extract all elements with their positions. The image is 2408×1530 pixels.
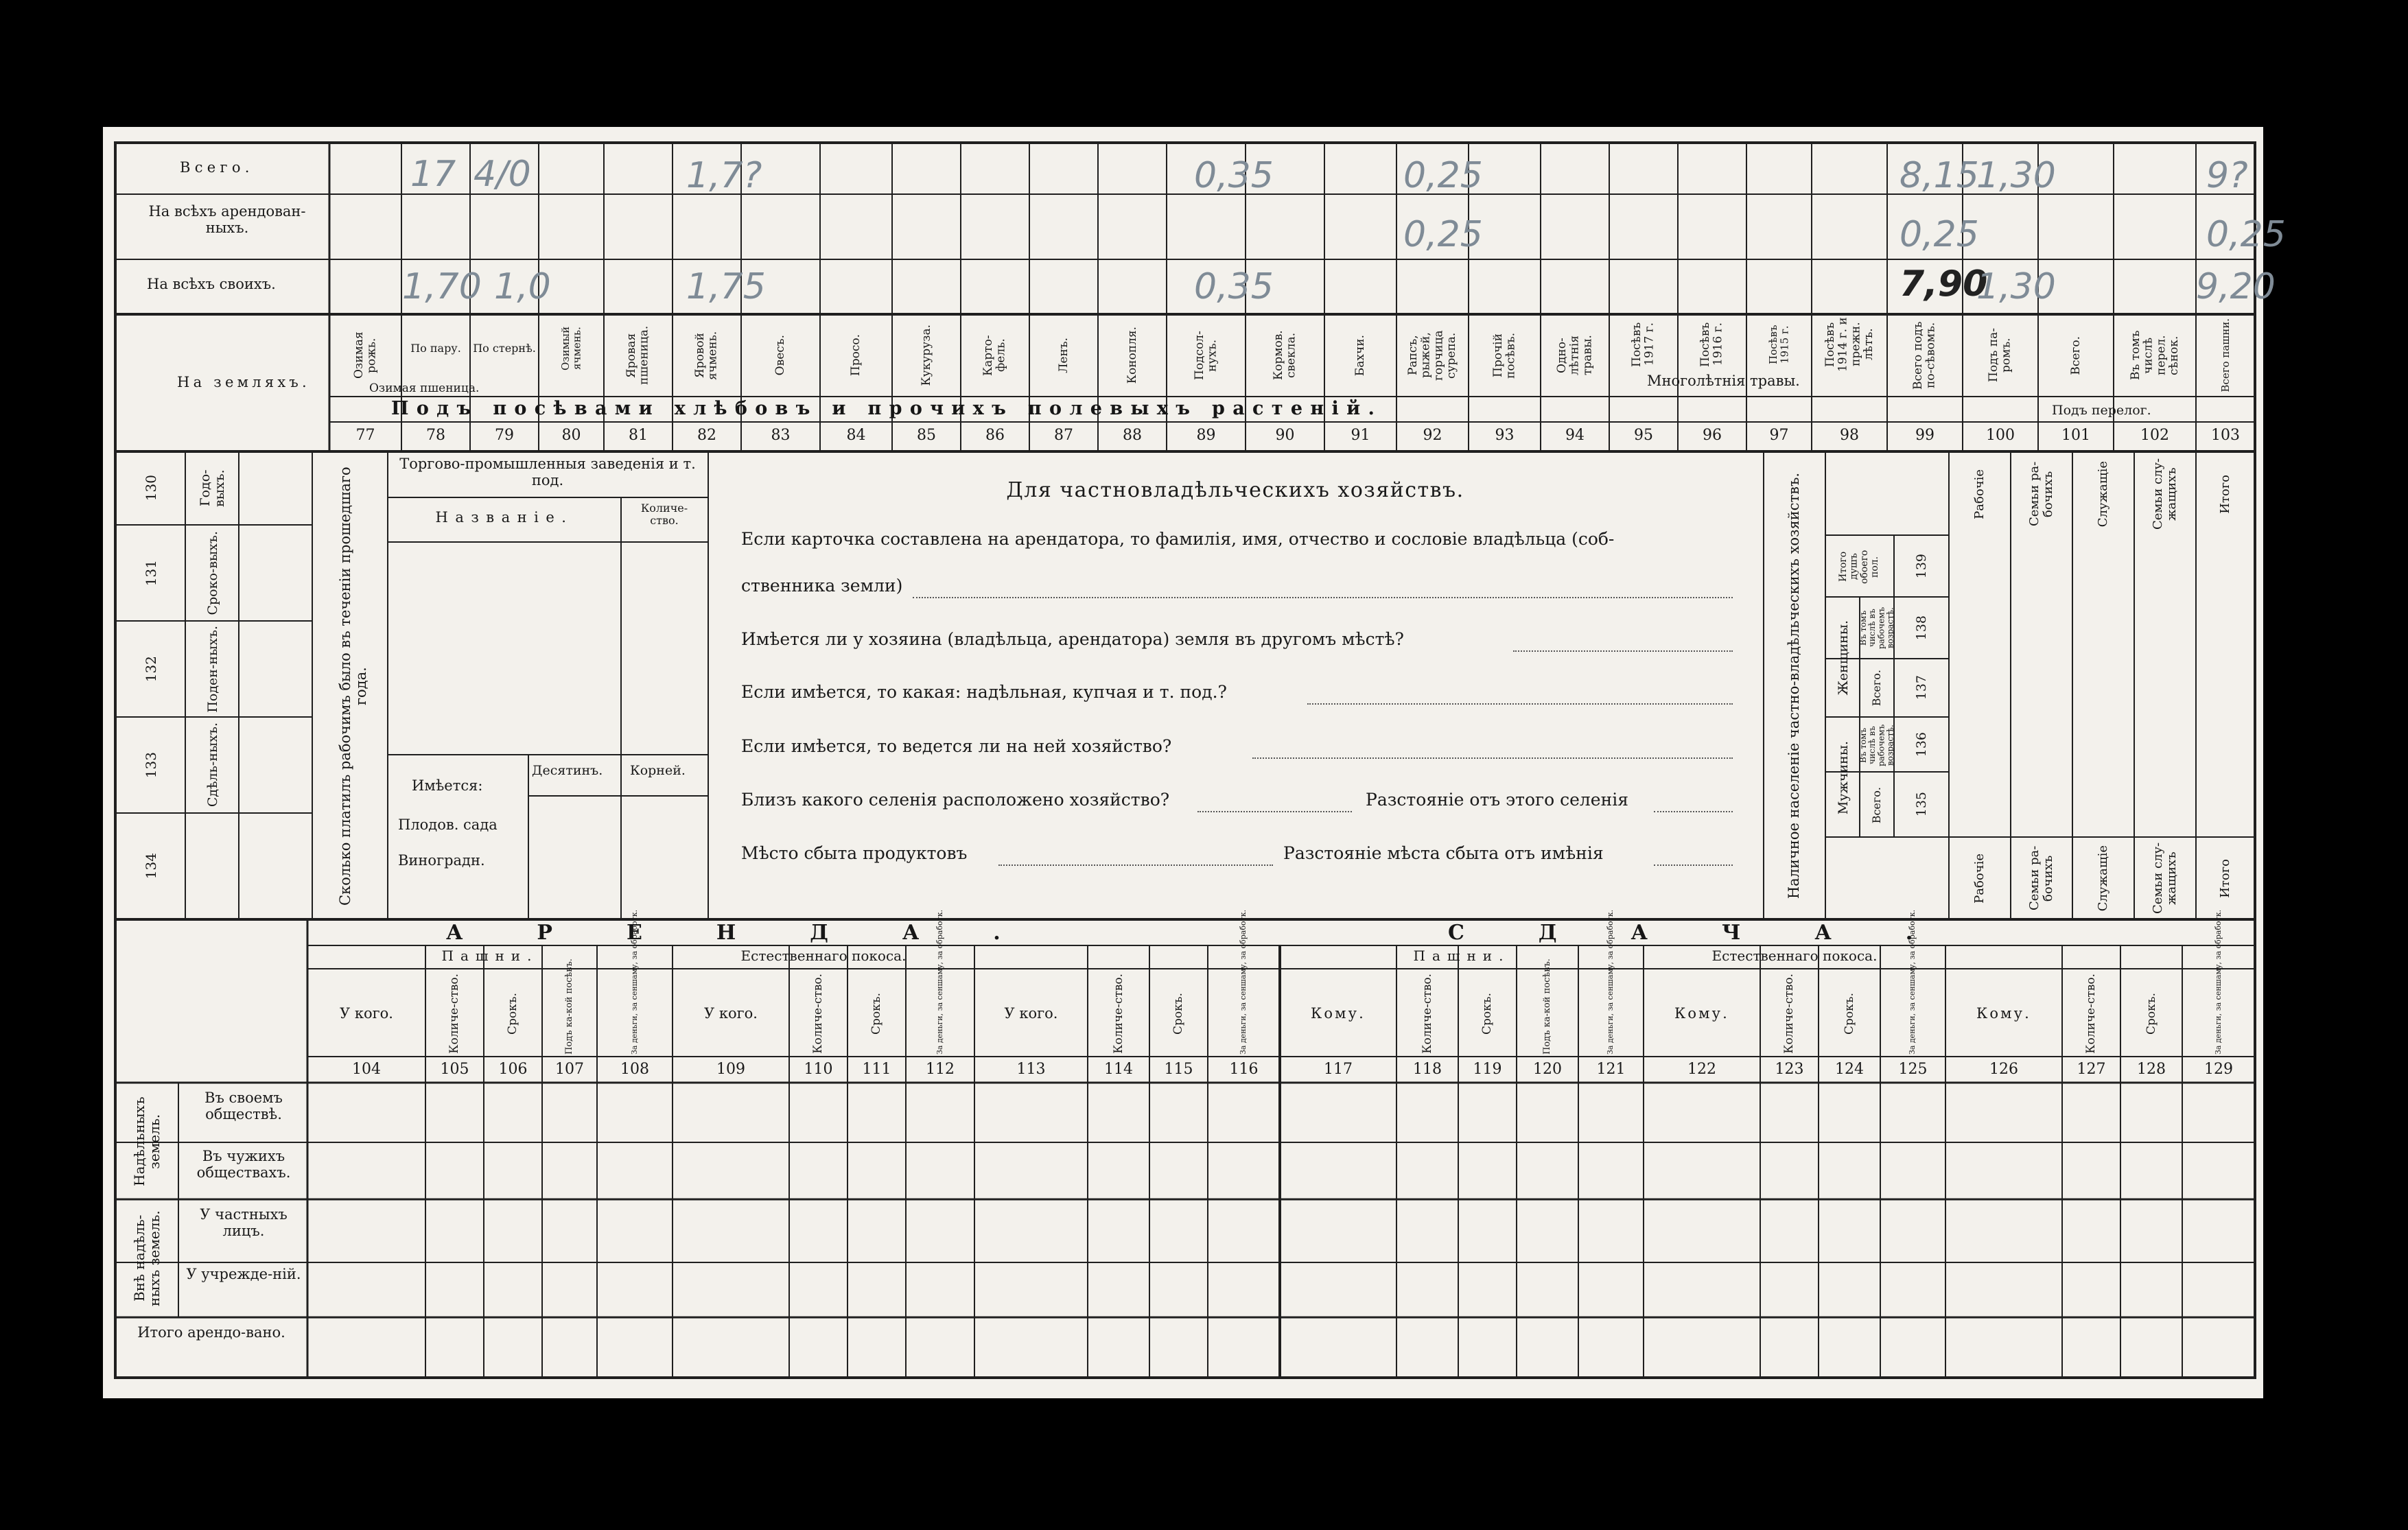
vsego-m-label: Всего. (1870, 787, 1884, 824)
col-header-cell-101 (2039, 317, 2112, 394)
col-num-97: 97 (1769, 427, 1789, 444)
hw-arend-3: 0,25 (2206, 214, 2286, 255)
col-header-82: Яровой ячмень. (693, 331, 720, 380)
question-5b: Разстояніе отъ этого селенія (1366, 790, 1629, 810)
rabochie-num-131: 131 (143, 559, 159, 587)
right-col-top-label-2: Служащіе (2096, 460, 2111, 528)
rabochie-num-cell-131 (120, 528, 182, 618)
bottom-head-117: Кому. (1310, 1004, 1366, 1022)
bottom-head-112: За деньги, за сеншаму, за обработк. (935, 909, 944, 1055)
pop-num-cell-139 (1895, 535, 1948, 597)
bottom-num-125: 125 (1898, 1061, 1928, 1078)
col-header-84: Просо. (849, 334, 863, 377)
nalichnoe-cell (1767, 460, 1822, 913)
col-header-97: Посѣвъ 1915 г. (1767, 325, 1791, 364)
skolko-label: Сколько платилъ рабочимъ было въ теченіи прошедшаго года. (336, 467, 369, 906)
nalichnoe-label: Наличное населеніе частно-владѣльческихъ хозяйствъ. (1786, 473, 1803, 899)
torgovo-title: Торгово-промышленныя заведенія и т. под. (399, 456, 696, 489)
col-header-83: Овесъ. (773, 335, 788, 376)
right-col-top-3 (2134, 456, 2196, 532)
rabochie-num-cell-133 (120, 720, 182, 810)
bottom-num-107: 107 (555, 1061, 584, 1078)
col-header-79: По стернѣ. (473, 341, 536, 355)
row-label-arendovannykh: На всѣхъ арендован-ныхъ. (148, 203, 306, 237)
bottom-head-119: Срокъ. (1480, 992, 1495, 1035)
bottom-head-cell-123 (1760, 972, 1819, 1055)
bottom-head-104: У кого. (340, 1004, 393, 1022)
bottom-num-109: 109 (716, 1061, 745, 1078)
right-col-bottom-label-1: Семьи ра-бочихъ (2027, 845, 2055, 911)
question-1a: Если карточка составлена на арендатора, то фамилія, имя, отчество и сословіе владѣльца (соб- (741, 529, 1615, 549)
question-6a: Мѣсто сбыта продуктовъ (741, 843, 968, 863)
question-2: Имѣется ли у хозяина (владѣльца, арендатора) земля въ другомъ мѣстѣ? (741, 629, 1404, 649)
col-header-cell-99 (1889, 317, 1961, 394)
col-header-78: По пару. (410, 341, 461, 355)
rabochie-label-cell-131 (189, 528, 237, 618)
col-num-79: 79 (495, 427, 514, 444)
rabochie-label-131: Сроко-выхъ. (204, 530, 220, 615)
right-col-bottom-2 (2072, 840, 2134, 916)
bottom-head-105: Количе-ство. (447, 973, 462, 1054)
bottom-num-110: 110 (804, 1061, 833, 1078)
right-col-top-label-1: Семьи ра-бочихъ (2027, 461, 2055, 527)
bottom-head-cell-118 (1396, 972, 1458, 1055)
hw-vsego-7: 1,30 (1976, 155, 2056, 196)
right-col-bottom-1 (2011, 840, 2072, 916)
bottom-num-108: 108 (620, 1061, 649, 1078)
bottom-num-123: 123 (1775, 1061, 1804, 1078)
col-header-cell-100 (1964, 317, 2037, 394)
hw-vsego-5: 0,25 (1403, 155, 1483, 196)
arenda-title: АРЕНДА. (446, 921, 1075, 945)
bottom-head-120: Подъ ка-кой посѣвъ. (1541, 958, 1552, 1055)
rabochie-label-133: Сдѣль-ныхъ. (204, 722, 220, 808)
col-num-100: 100 (1986, 427, 2015, 444)
bottom-head-cell-116 (1208, 909, 1280, 1055)
col-num-93: 93 (1495, 427, 1515, 444)
rabochie-num-134: 134 (143, 853, 159, 880)
skolko-label-cell (323, 460, 384, 913)
rabochie-num-132: 132 (143, 655, 159, 683)
col-num-98: 98 (1840, 427, 1859, 444)
hw-vsego-8: 9? (2206, 155, 2248, 196)
col-header-87: Ленъ. (1056, 338, 1071, 373)
right-col-top-0 (1949, 456, 2011, 532)
bottom-head-cell-114 (1088, 972, 1149, 1055)
col-header-88: Конопля. (1125, 327, 1139, 384)
question-5a: Близъ какого селенія расположено хозяйство? (741, 790, 1170, 810)
chastnovl-title: Для частновладѣльческихъ хозяйствъ. (1006, 478, 1464, 502)
bottom-num-122: 122 (1687, 1061, 1716, 1078)
bottom-head-128: Срокъ. (2144, 992, 2158, 1035)
imeetsya-label: Имѣется: (412, 777, 483, 794)
col-num-101: 101 (2061, 427, 2090, 444)
arenda-pokosa: Естественнаго покоса. (740, 948, 907, 964)
col-num-85: 85 (917, 427, 936, 444)
rabochie-num-cell-130 (120, 454, 182, 522)
bottom-num-113: 113 (1016, 1061, 1046, 1078)
itogo-dush-label: Итого душъ обоего пол. (1838, 550, 1881, 584)
bottom-head-cell-117 (1280, 972, 1396, 1055)
col-header-cell-78 (403, 317, 469, 380)
sdacha-pashni: Пашни. (1413, 948, 1510, 964)
col-num-84: 84 (846, 427, 866, 444)
col-header-102: Въ томъ числѣ перел. сѣнок. (2128, 330, 2181, 381)
plodov-sada-label: Плодов. сада (398, 816, 498, 833)
col-num-89: 89 (1196, 427, 1216, 444)
bottom-head-cell-127 (2062, 972, 2120, 1055)
right-col-top-label-4: Итого (2218, 474, 2233, 514)
zhenshchiny-label: Женщины. (1835, 620, 1851, 696)
col-header-cell-91 (1326, 317, 1395, 394)
hw-vsego-2: 4/0 (474, 154, 531, 195)
col-header-cell-89 (1168, 317, 1244, 394)
rabochie-label-130: Годо-выхъ. (198, 469, 227, 507)
vinogradn-label: Виноградн. (398, 852, 485, 869)
bottom-head-125: За деньги, за сеншаму, за обработк. (1908, 909, 1917, 1055)
bottom-head-cell-128 (2120, 972, 2182, 1055)
v-tom-chisle-m-label: Въ томъ числѣ въ рабочемъ возрастѣ. (1858, 724, 1895, 766)
bottom-head-cell-111 (848, 972, 906, 1055)
group1-label: Надѣльныхъ земель. (131, 1096, 163, 1187)
pod-perelog-label: Подъ перелог. (2052, 403, 2151, 418)
right-col-bottom-label-0: Рабочіе (1972, 853, 1987, 904)
pop-num-cell-137 (1895, 659, 1948, 717)
vsego-zh-label: Всего. (1870, 670, 1884, 707)
col-num-95: 95 (1634, 427, 1653, 444)
bottom-num-111: 111 (862, 1061, 891, 1078)
col-header-81: Яровая пшеница. (624, 325, 651, 386)
rabochie-label-cell-134 (189, 816, 237, 917)
bottom-num-128: 128 (2137, 1061, 2166, 1078)
rabochie-label-132: Поден-ныхъ. (204, 625, 220, 713)
bottom-head-cell-121 (1578, 909, 1644, 1055)
row-label-na-zemlyakh: На земляхъ. (177, 374, 310, 390)
bottom-head-122: Кому. (1674, 1004, 1729, 1022)
col-header-94: Одно-лѣтнія травы. (1554, 335, 1595, 376)
col-num-99: 99 (1915, 427, 1934, 444)
col-num-91: 91 (1351, 427, 1370, 444)
col-header-cell-95 (1611, 317, 1676, 372)
ozimaya-pshenitsa-label: Озимая пшеница. (369, 381, 480, 395)
bottom-num-121: 121 (1596, 1061, 1626, 1078)
col-header-cell-79 (471, 317, 537, 380)
hw-vsego-4: 0,35 (1194, 155, 1274, 196)
col-num-90: 90 (1275, 427, 1295, 444)
rabochie-num-130: 130 (143, 475, 159, 502)
col-header-cell-82 (674, 317, 740, 394)
bottom-num-118: 118 (1413, 1061, 1442, 1078)
col-num-81: 81 (629, 427, 648, 444)
bottom-head-cell-107 (542, 958, 597, 1055)
bottom-num-117: 117 (1324, 1061, 1353, 1078)
bottom-num-124: 124 (1835, 1061, 1864, 1078)
right-col-bottom-4 (2196, 840, 2255, 916)
hw-svoikh-5: 7,90 (1899, 263, 1988, 305)
rabochie-label-cell-132 (189, 624, 237, 714)
bottom-head-cell-125 (1880, 909, 1945, 1055)
right-col-bottom-label-2: Служащіе (2096, 845, 2111, 912)
col-num-82: 82 (697, 427, 716, 444)
hw-svoikh-1: 1,70 (402, 266, 482, 307)
bottom-head-107: Подъ ка-кой посѣвъ. (563, 958, 574, 1055)
bottom-head-106: Срокъ. (506, 992, 520, 1035)
col-header-96: Посѣвъ 1916 г. (1698, 322, 1725, 367)
sdacha-pokosa: Естественнаго покоса. (1711, 948, 1878, 964)
bottom-head-121: За деньги, за сеншаму, за обработк. (1606, 909, 1615, 1055)
bottom-head-cell-129 (2182, 909, 2255, 1055)
bottom-head-cell-126 (1945, 972, 2062, 1055)
col-header-91: Бахчи. (1353, 334, 1368, 377)
col-header-101: Всего. (2068, 336, 2083, 375)
col-header-100: Подъ па-ромъ. (1987, 328, 2013, 383)
bottom-head-cell-112 (906, 909, 974, 1055)
col-header-cell-80 (540, 317, 603, 380)
bottom-num-114: 114 (1104, 1061, 1133, 1078)
row-chuzhikh: Въ чужихъ обществахъ. (196, 1148, 291, 1181)
pop-num-139: 139 (1913, 553, 1929, 579)
hw-svoikh-4: 0,35 (1194, 266, 1274, 307)
nazvanie-header: Названіе. (435, 509, 574, 526)
bottom-head-cell-106 (484, 972, 542, 1055)
bottom-head-114: Количе-ство. (1111, 973, 1125, 1054)
bottom-head-cell-105 (425, 972, 484, 1055)
col-header-85: Кукуруза. (919, 325, 933, 386)
col-header-99: Всего подъ по-сѣвомъ. (1911, 321, 1938, 390)
bottom-head-cell-109 (673, 972, 789, 1055)
col-header-cell-94 (1542, 317, 1608, 394)
bottom-head-124: Срокъ. (1842, 992, 1856, 1035)
bottom-num-119: 119 (1473, 1061, 1502, 1078)
col-header-cell-97 (1748, 317, 1810, 372)
col-header-90: Кормов. свекла. (1271, 330, 1298, 381)
bottom-head-cell-115 (1149, 972, 1208, 1055)
bottom-head-110: Количе-ство. (811, 973, 826, 1054)
col-num-78: 78 (426, 427, 445, 444)
col-header-cell-84 (821, 317, 891, 394)
bottom-head-113: У кого. (1004, 1004, 1058, 1022)
bottom-head-cell-124 (1819, 972, 1880, 1055)
col-header-77: Озимая рожь. (351, 331, 379, 379)
rabochie-num-133: 133 (143, 751, 159, 779)
hw-vsego-1: 17 (410, 154, 456, 195)
desyatin-header: Десятинъ. (532, 763, 603, 778)
right-col-bottom-3 (2134, 840, 2196, 916)
bottom-head-cell-113 (974, 972, 1088, 1055)
bottom-num-127: 127 (2077, 1061, 2106, 1078)
bottom-head-cell-108 (597, 909, 673, 1055)
question-4: Если имѣется, то ведется ли на ней хозяйство? (741, 736, 1172, 756)
bottom-num-104: 104 (352, 1061, 381, 1078)
col-header-cell-102 (2115, 317, 2195, 394)
col-num-83: 83 (771, 427, 791, 444)
col-header-89: Подсол-нухъ. (1192, 331, 1219, 380)
hw-svoikh-2: 1,0 (494, 266, 551, 307)
bottom-head-109: У кого. (704, 1004, 758, 1022)
sdacha-title: СДАЧА. (1448, 921, 1987, 945)
right-col-bottom-label-4: Итого (2218, 858, 2233, 898)
right-col-top-4 (2196, 456, 2255, 532)
bottom-head-111: Срокъ. (869, 992, 884, 1035)
question-6b: Разстояніе мѣста сбыта отъ имѣнія (1283, 843, 1604, 863)
row-svoem: Въ своемъ обществѣ. (204, 1090, 283, 1123)
bottom-num-106: 106 (498, 1061, 528, 1078)
bottom-num-105: 105 (440, 1061, 469, 1078)
bottom-head-118: Количе-ство. (1420, 973, 1434, 1054)
col-header-cell-98 (1813, 317, 1886, 372)
col-num-92: 92 (1423, 427, 1442, 444)
question-3: Если имѣется, то какая: надѣльная, купчая и т. под.? (741, 682, 1227, 702)
col-header-98: Посѣвъ 1914 г. и прежн. лѣтъ. (1823, 317, 1875, 372)
col-header-cell-96 (1679, 317, 1745, 372)
row-chastnykh: У частныхъ лицъ. (200, 1206, 288, 1240)
col-num-77: 77 (355, 427, 375, 444)
bottom-head-115: Срокъ. (1171, 992, 1186, 1035)
col-header-cell-88 (1099, 317, 1165, 394)
hw-arend-1: 0,25 (1403, 214, 1483, 255)
hw-svoikh-7: 9,20 (2196, 266, 2276, 307)
bottom-num-116: 116 (1229, 1061, 1259, 1078)
bottom-head-cell-119 (1458, 972, 1517, 1055)
bottom-num-120: 120 (1533, 1061, 1562, 1078)
col-header-cell-86 (962, 317, 1028, 394)
right-col-bottom-label-3: Семьи слу-жащихъ (2151, 842, 2179, 915)
col-header-cell-92 (1398, 317, 1467, 394)
pop-num-137: 137 (1913, 675, 1929, 701)
hw-svoikh-6: 1,30 (1976, 266, 2056, 307)
kolichestvo-header: Количе-ство. (640, 502, 688, 528)
bottom-num-115: 115 (1164, 1061, 1193, 1078)
rabochie-label-cell-133 (189, 720, 237, 810)
group2-label: Внѣ надѣль-ныхъ земель. (131, 1210, 163, 1306)
col-header-cell-87 (1031, 317, 1097, 394)
col-header-cell-85 (893, 317, 959, 394)
row-itogo: Итого арендо-вано. (137, 1324, 285, 1341)
bottom-head-cell-104 (307, 972, 425, 1055)
col-header-86: Карто-фель. (981, 335, 1008, 376)
rabochie-num-cell-134 (120, 816, 182, 917)
band-title: Подъ посѣвами хлѣбовъ и прочихъ полевыхъ растеній. (391, 398, 1383, 419)
col-header-cell-103 (2197, 317, 2254, 394)
bottom-head-cell-120 (1517, 958, 1578, 1055)
col-num-86: 86 (985, 427, 1005, 444)
col-num-88: 88 (1123, 427, 1142, 444)
bottom-head-127: Количе-ство. (2084, 973, 2099, 1054)
row-label-svoikh: На всѣхъ своихъ. (147, 276, 276, 292)
col-header-95: Посѣвъ 1917 г. (1630, 322, 1657, 367)
pop-num-135: 135 (1913, 792, 1929, 817)
hw-vsego-3: 1,7? (686, 155, 762, 196)
right-col-top-label-3: Семьи слу-жащихъ (2151, 458, 2179, 530)
mnogoletnie-label: Многолѣтнія травы. (1647, 373, 1800, 389)
pop-num-136: 136 (1913, 731, 1929, 757)
col-num-80: 80 (561, 427, 581, 444)
pop-num-138: 138 (1913, 615, 1929, 641)
bottom-head-108: За деньги, за сеншаму, за обработк. (629, 909, 639, 1055)
bottom-head-126: Кому. (1976, 1004, 2031, 1022)
korney-header: Корней. (630, 763, 686, 778)
question-1b: ственника земли) (741, 576, 903, 596)
col-num-87: 87 (1054, 427, 1073, 444)
rabochie-num-cell-132 (120, 624, 182, 714)
v-tom-chisle-zh-label: Въ томъ числѣ въ рабочемъ возрастѣ. (1858, 607, 1895, 649)
muzhchiny-label: Мужчины. (1835, 741, 1851, 815)
bottom-head-cell-110 (789, 972, 848, 1055)
arenda-pashni: Пашни. (441, 948, 539, 964)
bottom-num-126: 126 (1989, 1061, 2018, 1078)
col-header-93: Прочій посѣвъ. (1491, 332, 1518, 379)
hw-arend-2: 0,25 (1899, 214, 1979, 255)
rabochie-label-cell-130 (189, 454, 237, 522)
bottom-num-129: 129 (2204, 1061, 2233, 1078)
pop-num-cell-138 (1895, 597, 1948, 659)
col-header-cell-81 (605, 317, 671, 394)
col-header-cell-90 (1247, 317, 1323, 394)
bottom-head-116: За деньги, за сеншаму, за обработк. (1239, 909, 1248, 1055)
row-label-vsego: Всего. (180, 159, 254, 176)
col-num-102: 102 (2140, 427, 2169, 444)
right-col-bottom-0 (1949, 840, 2011, 916)
col-header-80: Озимый ячмень. (559, 326, 583, 371)
col-num-103: 103 (2211, 427, 2240, 444)
bottom-head-129: За деньги, за сеншаму, за обработк. (2213, 909, 2223, 1055)
col-header-cell-93 (1470, 317, 1539, 394)
col-header-cell-83 (743, 317, 819, 394)
hw-vsego-6: 8,15 (1899, 155, 1979, 196)
col-header-92: Рапсъ, рыжей, горчица сурепа. (1406, 330, 1459, 381)
bottom-head-cell-122 (1644, 972, 1760, 1055)
right-col-top-1 (2011, 456, 2072, 532)
bottom-num-112: 112 (926, 1061, 955, 1078)
right-col-top-label-0: Рабочіе (1972, 469, 1987, 519)
pop-num-cell-136 (1895, 717, 1948, 772)
pop-num-cell-135 (1895, 772, 1948, 837)
col-num-96: 96 (1703, 427, 1722, 444)
row-uchrezhdeniy: У учрежде-ній. (186, 1266, 301, 1282)
hw-svoikh-3: 1,75 (686, 266, 766, 307)
col-num-94: 94 (1565, 427, 1585, 444)
right-col-top-2 (2072, 456, 2134, 532)
bottom-head-123: Количе-ство. (1782, 973, 1797, 1054)
col-header-103: Всего пашни. (2219, 318, 2232, 392)
